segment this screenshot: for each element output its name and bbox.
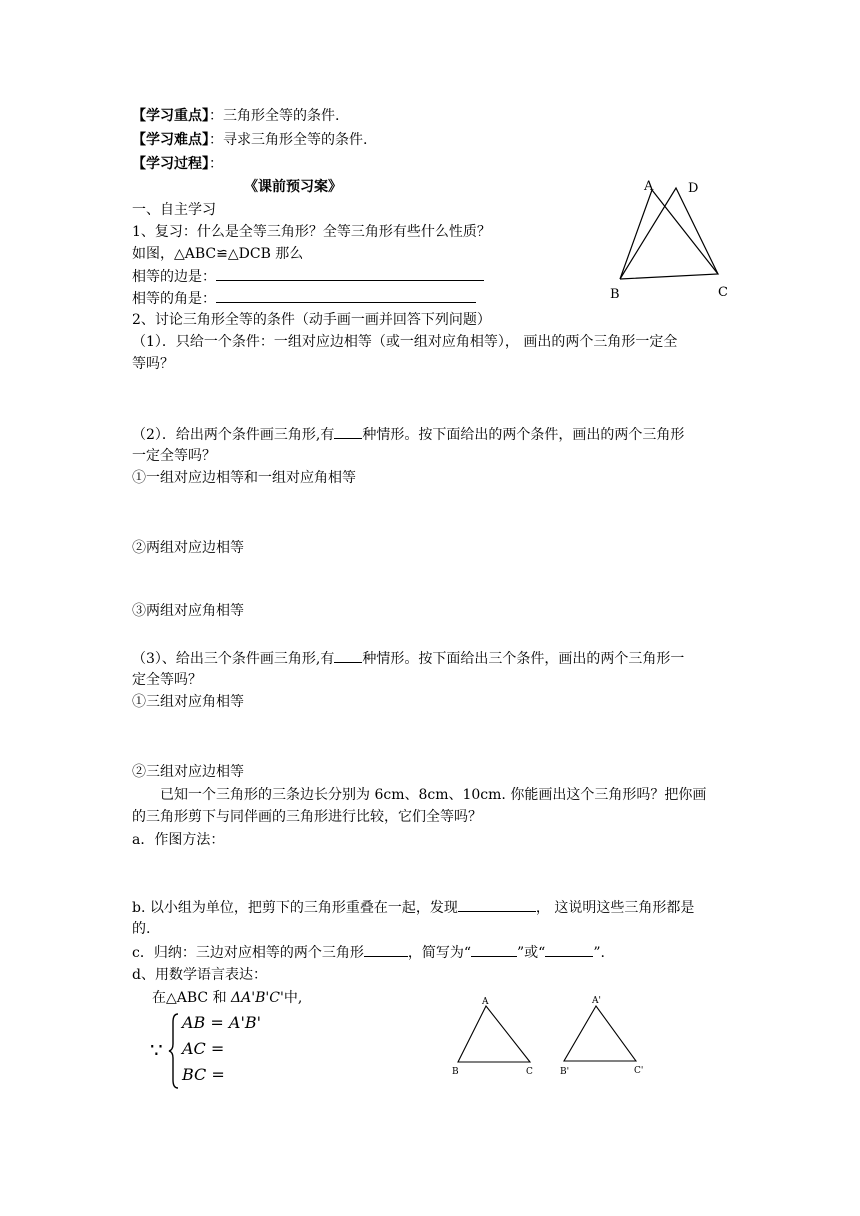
part2-item-2: ②两组对应边相等 — [132, 540, 244, 556]
triangle-dcb — [620, 188, 718, 279]
part1-line2: 等吗？ — [132, 356, 174, 372]
preview-title: 《课前预习案》 — [244, 179, 342, 195]
label-b: B — [610, 287, 620, 302]
step-b-text2: ， 这说明这些三角形都是 — [535, 900, 695, 916]
equation-ab: AB = A'B' — [182, 1013, 261, 1032]
step-c-blank3[interactable] — [545, 942, 593, 957]
equal-sides-label: 相等的边是： — [132, 269, 216, 285]
triangle-abc-prime-shape — [564, 1006, 636, 1061]
review-question: 1、复习：什么是全等三角形？全等三角形有些什么性质？ — [132, 224, 491, 240]
part1-line1: （1）．只给一个条件：一组对应边相等（或一组对应角相等）， 画出的两个三角形一定全 — [132, 334, 678, 350]
part2-item-3: ③两组对应角相等 — [132, 603, 244, 619]
step-b-text1: b. 以小组为单位，把剪下的三角形重叠在一起，发现 — [132, 900, 458, 916]
equal-sides-line — [132, 266, 484, 287]
focus-text: ：三角形全等的条件. — [209, 108, 340, 124]
label-a: A — [644, 179, 654, 194]
part2-line2: 一定全等吗？ — [132, 448, 216, 464]
part2-text-b: 种情形。按下面给出的两个条件，画出的两个三角形 — [362, 427, 685, 443]
triangle-abc — [620, 190, 718, 279]
section-title: 一、自主学习 — [132, 202, 216, 218]
equal-angles-line — [132, 288, 476, 309]
part3-text-a: （3）、给出三个条件画三角形,有 — [132, 651, 335, 667]
discuss-question: 2、讨论三角形全等的条件（动手画一画并回答下列问题） — [132, 312, 491, 328]
fig3-label-b: B' — [560, 1067, 570, 1077]
part2-line1 — [132, 424, 684, 445]
equal-angles-label: 相等的角是： — [132, 291, 216, 307]
label-c: C — [718, 285, 728, 300]
fig2-label-a: A — [482, 997, 489, 1007]
difficulty-line — [132, 130, 367, 150]
part3-text-b: 种情形。按下面给出三个条件，画出的两个三角形一 — [362, 651, 685, 667]
step-b-blank[interactable] — [458, 897, 536, 912]
fig2-label-b: B — [452, 1067, 459, 1077]
system-brace — [168, 1012, 180, 1090]
statement-intro — [152, 988, 302, 1008]
activity-line2: 的三角形剪下与同伴画的三角形进行比较，它们全等吗？ — [132, 809, 482, 825]
intro-triangle: ΔA'B'C' — [231, 990, 284, 1006]
part3-item-1: ①三组对应角相等 — [132, 694, 244, 710]
activity-step-c — [132, 942, 605, 963]
activity-step-a: a．作图方法： — [132, 832, 225, 848]
part2-text-a: （2）．给出两个条件画三角形,有 — [132, 427, 335, 443]
equation-ac: AC = — [182, 1039, 225, 1058]
equal-sides-blank[interactable] — [216, 266, 484, 281]
difficulty-text: ：寻求三角形全等的条件. — [209, 132, 368, 148]
because-symbol: ∵ — [150, 1038, 163, 1062]
process-line — [132, 154, 223, 174]
part3-blank[interactable] — [334, 648, 362, 663]
triangle-abc-figure — [448, 994, 548, 1078]
step-b-text3: 的. — [132, 921, 151, 937]
congruent-triangles-figure — [600, 172, 740, 304]
step-c-text4: ”. — [593, 945, 605, 961]
triangle-abc-prime-figure — [556, 992, 656, 1078]
fig3-label-c: C' — [634, 1066, 644, 1076]
activity-step-b — [132, 897, 694, 918]
process-label: 【学习过程】 — [132, 156, 209, 172]
part2-blank[interactable] — [334, 424, 362, 439]
difficulty-label: 【学习难点】 — [132, 132, 209, 148]
step-c-text1: c．归纳：三边对应相等的两个三角形 — [132, 945, 364, 961]
part3-item-2: ②三组对应边相等 — [132, 764, 244, 780]
equal-angles-blank[interactable] — [216, 288, 476, 303]
label-d: D — [688, 181, 699, 196]
activity-step-d: d、用数学语言表达： — [132, 967, 267, 983]
focus-label: 【学习重点】 — [132, 108, 209, 124]
triangle-abc-shape — [458, 1006, 530, 1062]
focus-line — [132, 106, 339, 126]
equation-bc: BC = — [182, 1065, 225, 1084]
activity-line1: 已知一个三角形的三条边长分别为 6cm、8cm、10cm. 你能画出这个三角形吗？把你画 — [160, 787, 707, 803]
fig2-label-c: C — [526, 1067, 533, 1077]
process-text: ： — [209, 156, 223, 172]
step-c-text2: ，简写为“ — [407, 945, 472, 961]
part3-line1 — [132, 648, 684, 669]
step-c-blank2[interactable] — [471, 942, 517, 957]
review-given: 如图，△ABC≌△DCB 那么 — [132, 246, 304, 262]
step-c-text3: ”或“ — [517, 945, 546, 961]
part3-line2: 定全等吗？ — [132, 672, 202, 688]
intro-text-a: 在△ABC 和 — [152, 990, 227, 1006]
part2-item-1: ①一组对应边相等和一组对应角相等 — [132, 470, 356, 486]
intro-text-c: 中, — [283, 990, 303, 1006]
fig3-label-a: A' — [592, 996, 601, 1006]
step-c-blank1[interactable] — [364, 942, 408, 957]
